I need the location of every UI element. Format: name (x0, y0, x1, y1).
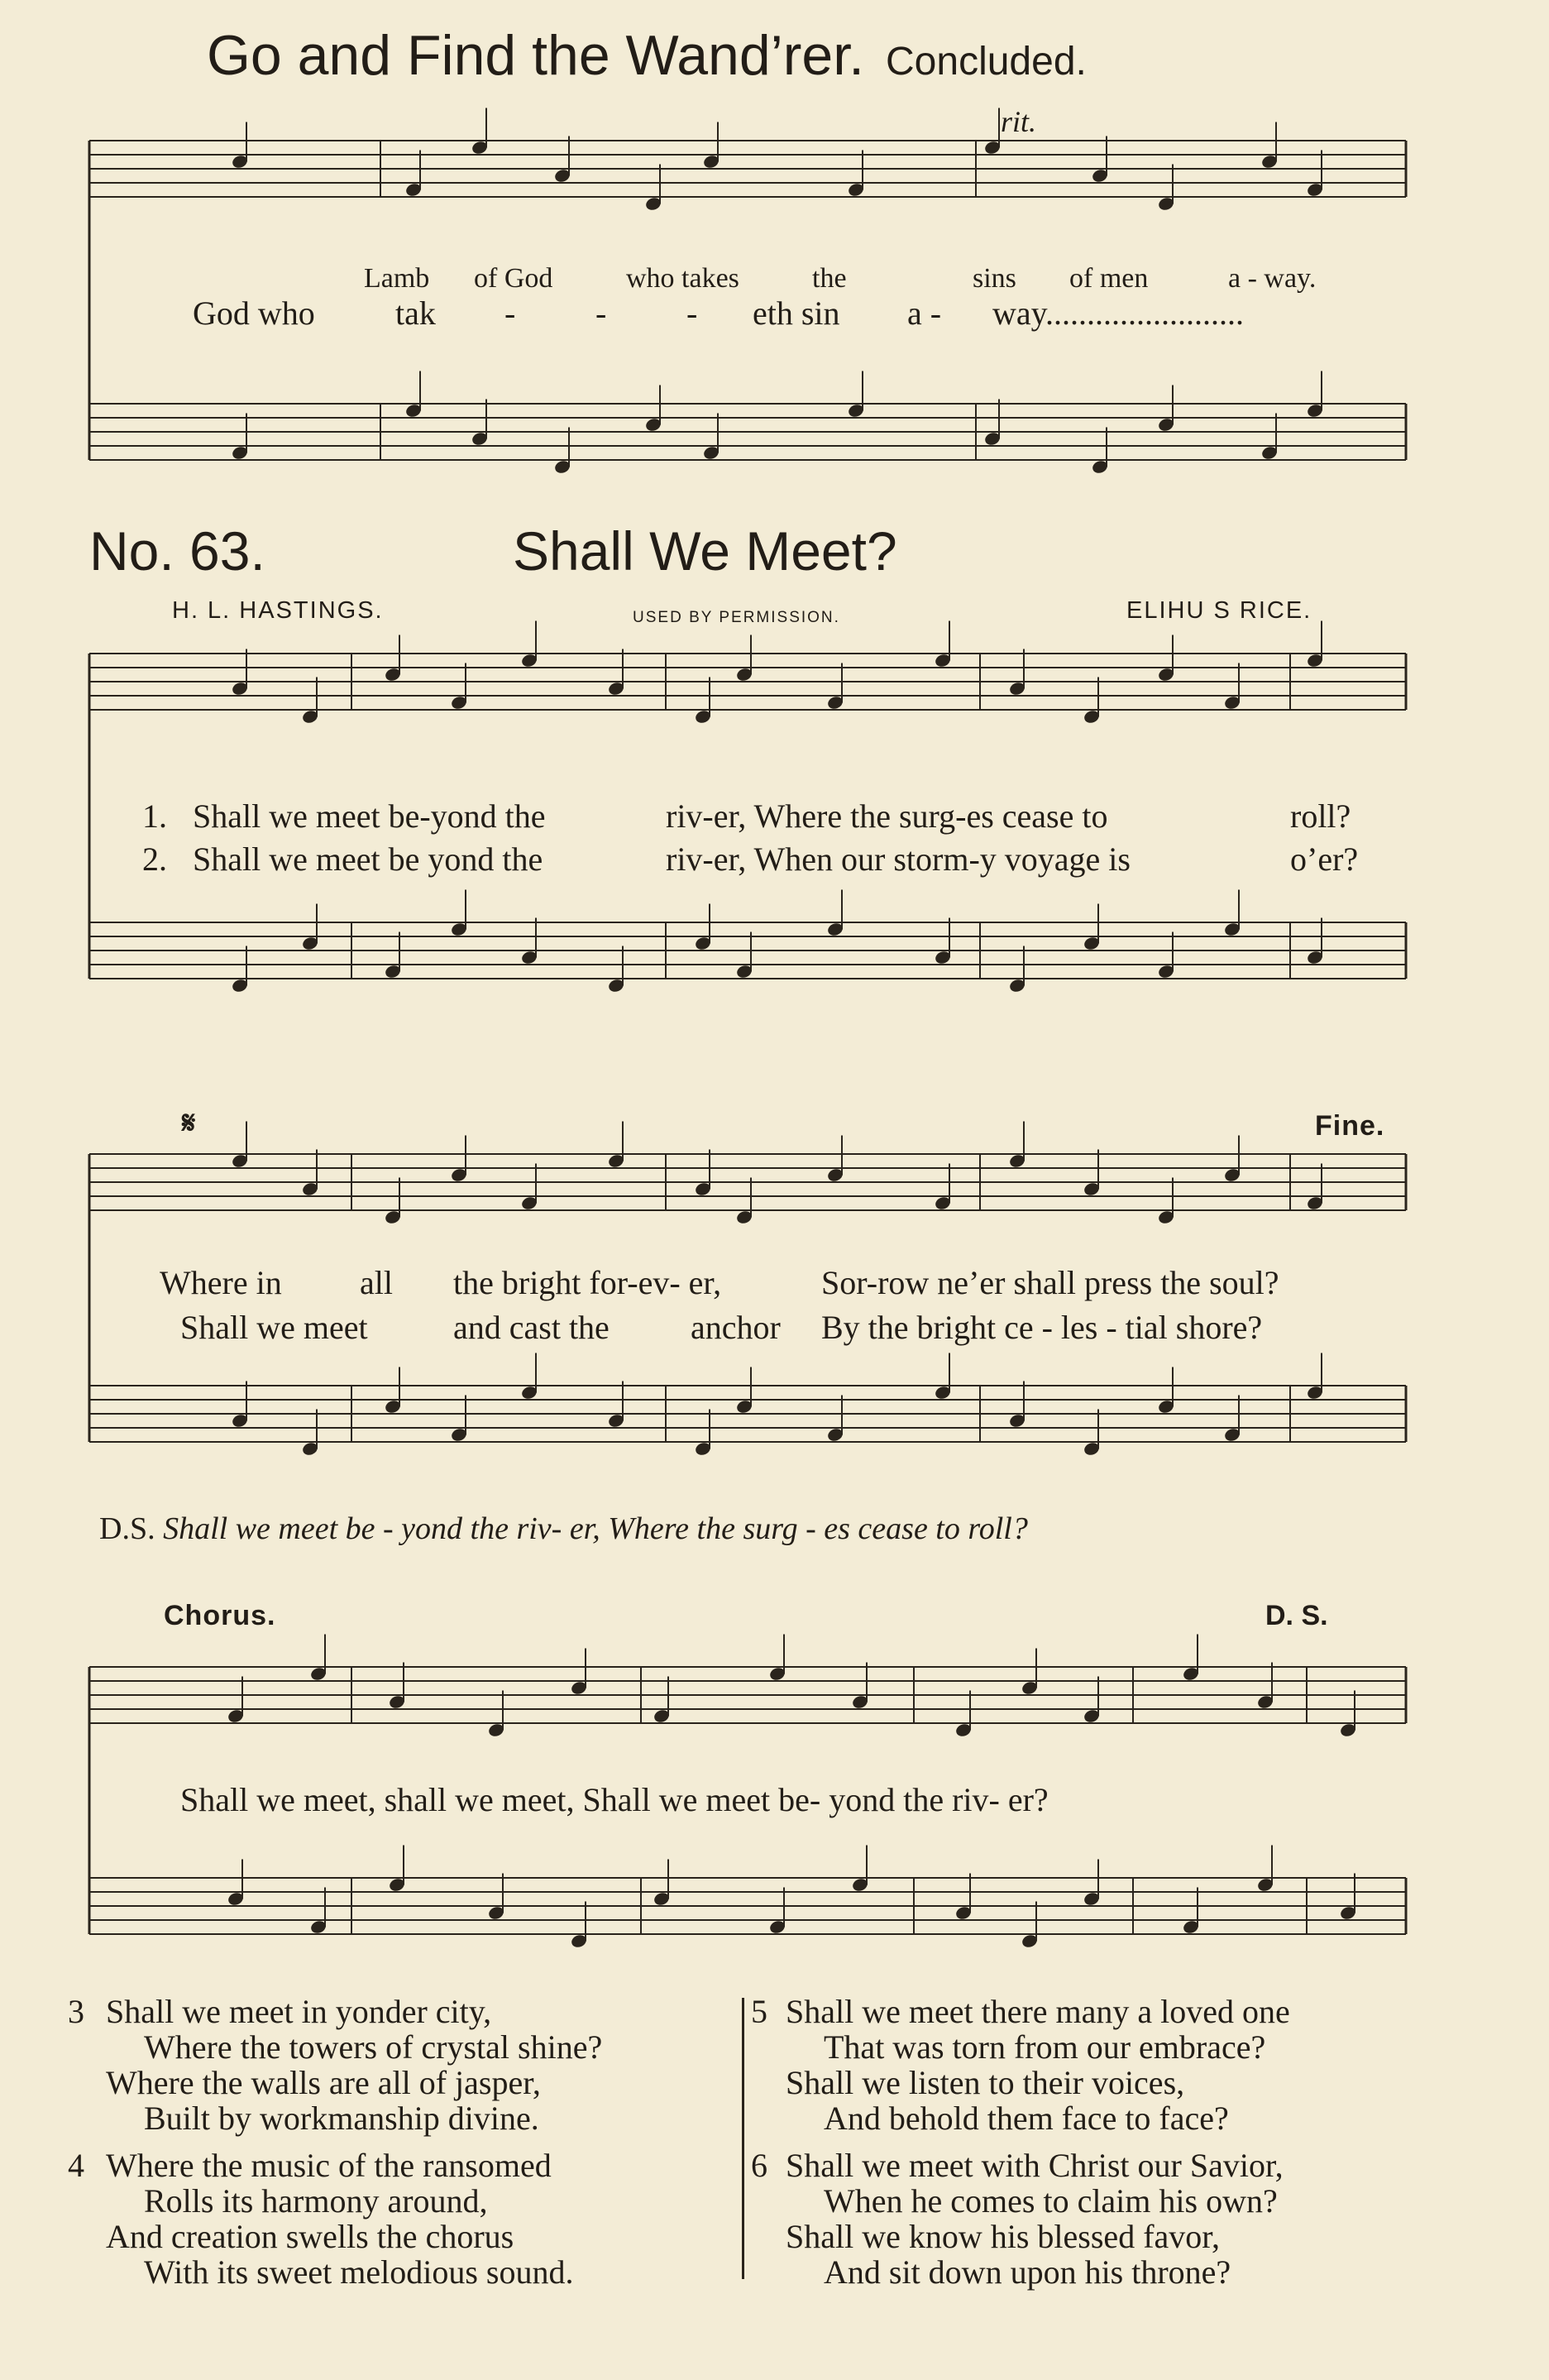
lyric-word: Lamb (364, 263, 430, 294)
verse-number: 6 (751, 2147, 767, 2184)
verse-line: Where the walls are all of jasper, (106, 2064, 541, 2101)
page-title (207, 23, 1087, 88)
title-subtitle: Concluded. (886, 40, 1087, 84)
verse-number: 4 (68, 2147, 84, 2184)
chorus-lyric: Shall we meet, shall we meet, Shall we meet be- yond the riv- er? (180, 1781, 1049, 1818)
verse-line: Shall we know his blessed favor, (786, 2218, 1220, 2255)
column-divider (742, 1998, 744, 2279)
lyric-word: the (812, 263, 847, 294)
fine-mark: Fine. (1315, 1110, 1385, 1142)
lyric-segment: the bright for-ev- er, (453, 1264, 722, 1301)
lyric-word: eth sin (753, 295, 840, 332)
verse-line: Rolls its harmony around, (144, 2182, 488, 2220)
segno-mark: 𝄋 (182, 1106, 196, 1141)
lyric-segment: roll? (1290, 797, 1351, 835)
lyric-segment: By the bright ce - les - tial shore? (821, 1309, 1263, 1346)
lyric-segment: Shall we meet (180, 1309, 368, 1346)
verse-number: 3 (68, 1993, 84, 2030)
verse-line: That was torn from our embrace? (824, 2028, 1266, 2066)
lyric-word: - (686, 295, 698, 332)
verse-line: Shall we meet there many a loved one (786, 1993, 1290, 2030)
lyric-segment: Shall we meet be yond the (193, 840, 543, 878)
lyric-word: a - (907, 295, 942, 332)
lyric-word: a - way. (1228, 263, 1317, 294)
lyric-word: God who (193, 295, 315, 332)
ds-end-mark: D. S. (1265, 1600, 1328, 1631)
verse-line: And sit down upon his throne? (824, 2253, 1231, 2291)
ds-line (99, 1511, 1028, 1547)
verse-number: 5 (751, 1993, 767, 2030)
verse-number: 1. (142, 797, 167, 835)
hymn-author: H. L. HASTINGS. (172, 597, 384, 624)
verse-line: Built by workmanship divine. (144, 2100, 539, 2137)
chorus-label: Chorus. (164, 1600, 276, 1631)
verse-line: Shall we meet in yonder city, (106, 1993, 492, 2030)
lyric-word: tak (395, 295, 436, 332)
verse-line: And behold them face to face? (824, 2100, 1229, 2137)
lyric-word: of God (474, 263, 553, 294)
lyric-word: - (504, 295, 516, 332)
verse-line: And creation swells the chorus (106, 2218, 514, 2255)
verse-line: Where the music of the ransomed (106, 2147, 552, 2184)
lyric-word: way........................ (992, 295, 1245, 332)
lyric-segment: all (360, 1264, 393, 1301)
lyric-segment: riv-er, When our storm-y voyage is (666, 840, 1131, 878)
lyric-segment: Shall we meet be-yond the (193, 797, 546, 835)
hymn-number: No. 63. (89, 520, 265, 582)
hymn-title: Shall We Meet? (513, 520, 897, 582)
title-text: Go and Find the Wand’rer. (207, 24, 865, 87)
hymn-permission: USED BY PERMISSION. (633, 609, 840, 626)
ds-label: D.S. (99, 1511, 155, 1546)
verse-line: Where the towers of crystal shine? (144, 2028, 603, 2066)
lyric-segment: riv-er, Where the surg-es cease to (666, 797, 1108, 835)
verse-line: When he comes to claim his own? (824, 2182, 1278, 2220)
ds-lyric: Shall we meet be - yond the riv- er, Where the surg - es cease to roll? (163, 1511, 1028, 1546)
lyric-word: - (595, 295, 607, 332)
lyric-segment: o’er? (1290, 840, 1359, 878)
lyric-segment: Where in (160, 1264, 282, 1301)
lyric-word: of men (1069, 263, 1149, 294)
lyric-segment: Sor-row ne’er shall press the soul? (821, 1264, 1279, 1301)
verse-line: Shall we meet with Christ our Savior, (786, 2147, 1284, 2184)
lyric-word: sins (973, 263, 1016, 294)
verse-line: Shall we listen to their voices, (786, 2064, 1185, 2101)
lyric-word: who takes (626, 263, 739, 294)
tempo-mark: rit. (1001, 105, 1037, 138)
note-heads (227, 108, 1357, 1950)
lyric-segment: anchor (691, 1309, 781, 1346)
staff-lines (89, 141, 1406, 1934)
lyric-segment: and cast the (453, 1309, 610, 1346)
verse-number: 2. (142, 840, 167, 878)
verse-line: With its sweet melodious sound. (144, 2253, 574, 2291)
hymn-composer: ELIHU S RICE. (1126, 597, 1312, 624)
